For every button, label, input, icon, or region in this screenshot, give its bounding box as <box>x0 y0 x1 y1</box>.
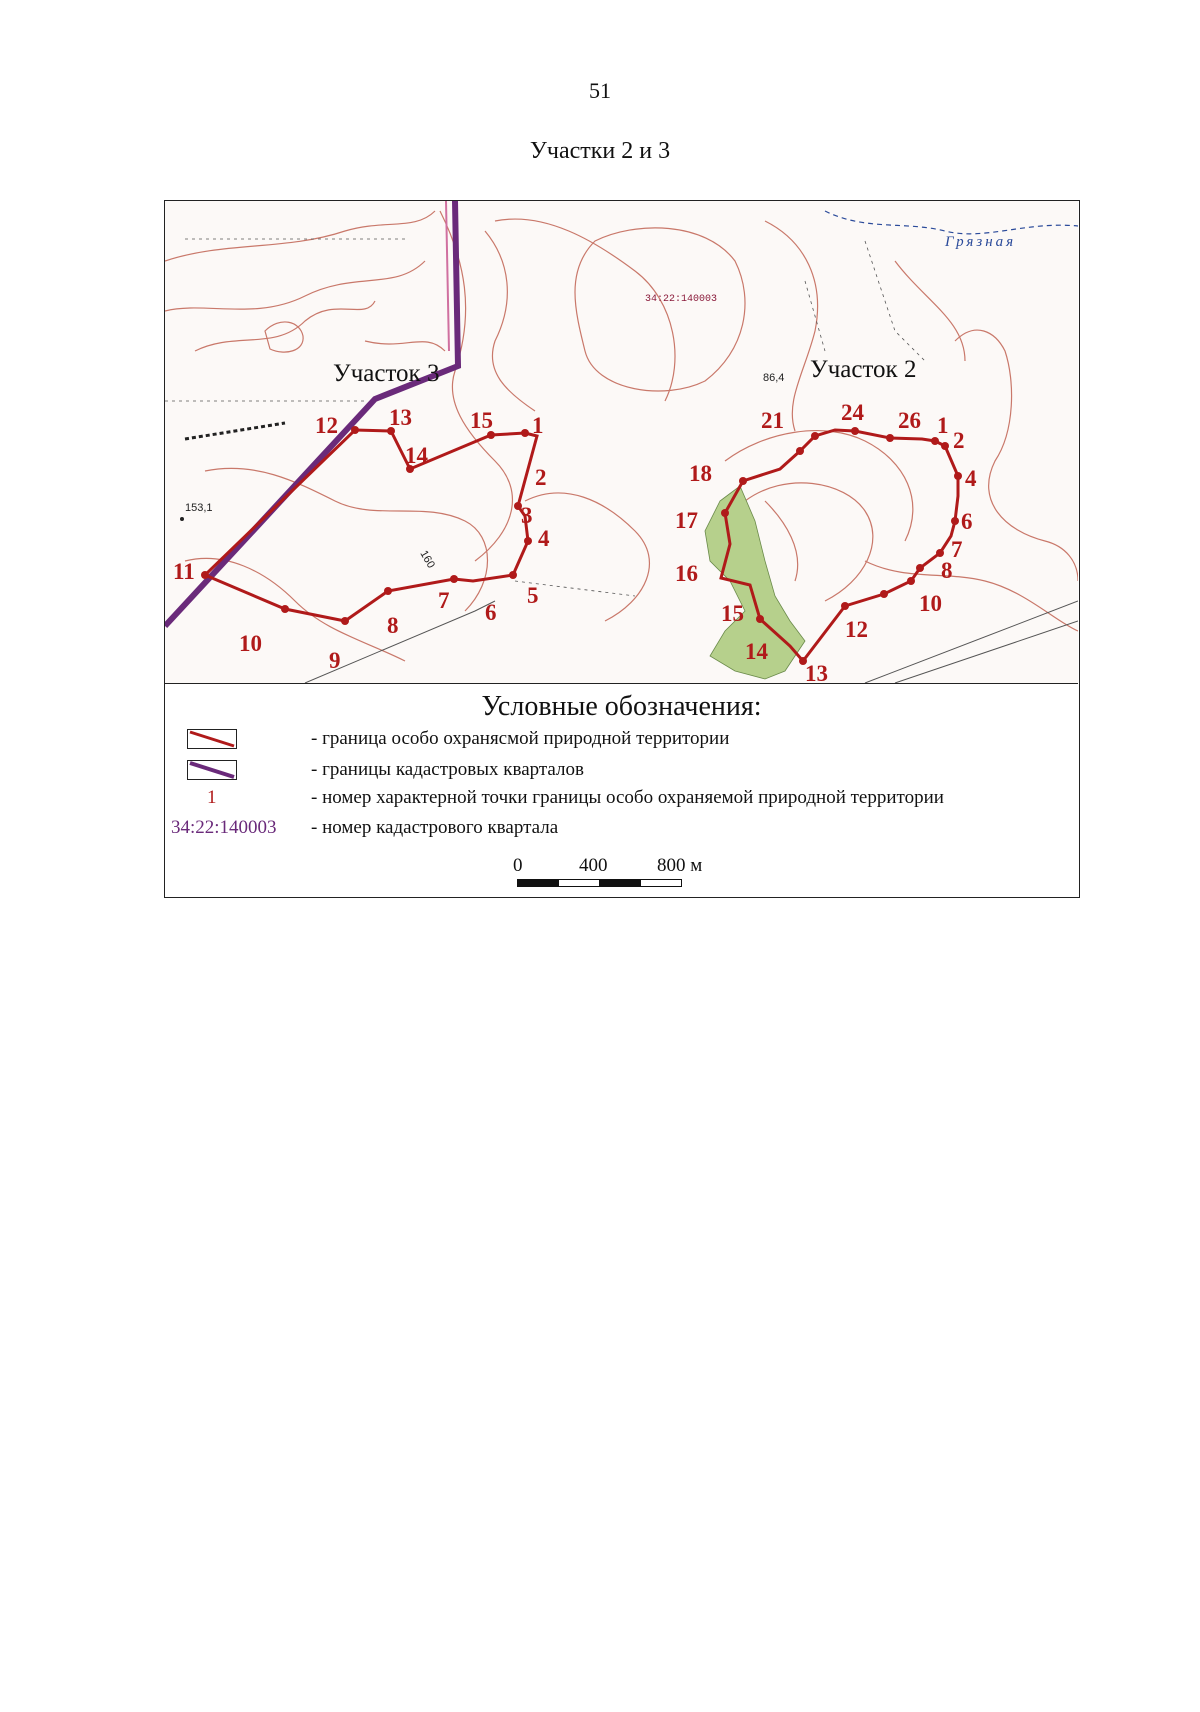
elevation-label: 153,1 <box>185 502 213 514</box>
contour-line <box>485 231 535 411</box>
road-line <box>895 621 1078 683</box>
legend-item-cadastral: - границы кадастровых кварталов <box>311 759 584 780</box>
map-svg <box>165 201 1078 683</box>
site-2-point-label: 10 <box>919 591 942 616</box>
page-number: 51 <box>589 78 611 103</box>
site-3-vertex-5 <box>524 537 532 545</box>
site-3-point-label: 5 <box>527 583 539 608</box>
site-2-vertex-20 <box>796 447 804 455</box>
site-2-point-label: 2 <box>953 428 965 453</box>
contour-line <box>165 211 435 261</box>
scale-label: 0 <box>513 855 523 876</box>
site-2-point-label: 17 <box>675 508 698 533</box>
site-2-vertex-26 <box>886 434 894 442</box>
site-3-point-label: 6 <box>485 600 497 625</box>
site-3-vertex-8 <box>384 587 392 595</box>
scale-segment <box>640 879 682 887</box>
road-line <box>865 601 1078 683</box>
scale-label: 400 <box>579 855 608 876</box>
site-2-vertex-11 <box>880 590 888 598</box>
site-2-vertex-18 <box>739 477 747 485</box>
site-3-point-label: 10 <box>239 631 262 656</box>
site-2-vertex-24 <box>851 427 859 435</box>
legend-item-cadastral-number: - номер кадастрового квартала <box>311 817 559 838</box>
site-3-point-label: 11 <box>173 559 195 584</box>
site-3-point-label: 15 <box>470 408 493 433</box>
site-2-point-label: 24 <box>841 400 864 425</box>
contour-line <box>165 261 425 311</box>
purple-line-swatch <box>187 760 237 780</box>
scale-bar <box>513 855 817 895</box>
cadastral-quarter-label: 34:22:140003 <box>645 294 718 305</box>
site-2-vertex-6 <box>951 517 959 525</box>
cadastral-line-inner <box>446 201 449 351</box>
site-2-point-label: 12 <box>845 617 868 642</box>
site-2-point-label: 4 <box>965 466 977 491</box>
contour-line <box>765 501 798 581</box>
site-2-vertex-2 <box>941 442 949 450</box>
contour-line <box>440 211 512 561</box>
legend-title: Условные обозначения: <box>481 691 762 722</box>
site-3-point-label: 1 <box>532 413 544 438</box>
site-2-point-label: 13 <box>805 661 828 683</box>
track-line <box>865 241 925 361</box>
site-2-vertex-10 <box>907 577 915 585</box>
site-2-point-label: 7 <box>951 537 963 562</box>
scale-segment <box>558 879 600 887</box>
map-legend-divider <box>165 683 1078 684</box>
cadastral-line-outer <box>165 201 458 626</box>
site-3-label: Участок 3 <box>333 360 440 387</box>
site-2-vertex-17 <box>721 509 729 517</box>
scale-segment <box>599 879 641 887</box>
scale-label: 800 м <box>657 855 703 876</box>
site-2-vertex-4 <box>954 472 962 480</box>
red-line-swatch <box>187 729 237 749</box>
site-2-point-label: 15 <box>721 601 744 626</box>
site-2-point-label: 16 <box>675 561 698 586</box>
contour-line <box>865 561 1078 631</box>
site-3-point-label: 7 <box>438 588 450 613</box>
site-3-polygon <box>205 430 537 621</box>
legend-item-point: - номер характерной точки границы особо охраняемой природной территории <box>311 787 944 808</box>
contour-line <box>365 341 445 351</box>
site-3-vertex-7 <box>450 575 458 583</box>
legend <box>165 685 1078 897</box>
site-3-point-label: 12 <box>315 413 338 438</box>
site-2-point-label: 14 <box>745 639 768 664</box>
river-label: Грязная <box>945 234 1017 250</box>
site-2-vertex-8 <box>916 564 924 572</box>
legend-cadastral-symbol: 34:22:140003 <box>171 817 277 838</box>
site-2-vertex-14 <box>756 615 764 623</box>
site-3-vertex-10 <box>281 605 289 613</box>
site-3-point-label: 9 <box>329 648 341 673</box>
site-2-point-label: 26 <box>898 408 921 433</box>
site-2-point-label: 18 <box>689 461 712 486</box>
site-2-point-label: 1 <box>937 413 949 438</box>
elevation-label: 86,4 <box>763 372 785 384</box>
site-3-point-label: 14 <box>405 443 428 468</box>
site-2-point-label: 21 <box>761 408 784 433</box>
site-3-point-label: 8 <box>387 613 399 638</box>
contour-line <box>265 322 303 352</box>
contour-line <box>895 261 965 361</box>
contour-line <box>495 219 675 401</box>
site-3-vertex-9 <box>341 617 349 625</box>
site-3-point-label: 2 <box>535 465 547 490</box>
page-title: Участки 2 и 3 <box>529 138 671 164</box>
site-2-vertex-7 <box>936 549 944 557</box>
site-3-point-label: 13 <box>389 405 412 430</box>
site-2-vertex-22 <box>811 432 819 440</box>
site-2-vertex-12 <box>841 602 849 610</box>
site-2-label: Участок 2 <box>810 356 917 383</box>
site-2-vertex-1 <box>931 437 939 445</box>
contour-line <box>955 330 1078 581</box>
benchmark-dot <box>180 517 184 521</box>
site-3-point-label: 4 <box>538 526 550 551</box>
map-canvas <box>165 201 1078 683</box>
map-frame <box>164 200 1080 898</box>
river-line <box>825 211 1078 234</box>
elevation-label: 160 <box>417 548 437 571</box>
legend-point-symbol: 1 <box>207 787 217 808</box>
contour-line <box>575 228 745 391</box>
cadastral-boundary <box>165 201 458 626</box>
site-2-point-label: 8 <box>941 558 953 583</box>
track-line <box>805 281 825 351</box>
contour-line <box>765 221 818 431</box>
site-3-vertex-6 <box>509 571 517 579</box>
site-2-point-label: 6 <box>961 509 973 534</box>
site-3-vertex-11 <box>201 571 209 579</box>
legend-item-boundary: - граница особо охранясмой природной территории <box>311 728 730 749</box>
site-3-boundary <box>201 426 537 625</box>
railway-line <box>185 423 285 439</box>
site-3-vertex-1 <box>521 429 529 437</box>
site-3-vertex-12 <box>351 426 359 434</box>
contour-line <box>525 493 649 621</box>
site-3-point-label: 3 <box>521 503 533 528</box>
scale-segment <box>517 879 559 887</box>
